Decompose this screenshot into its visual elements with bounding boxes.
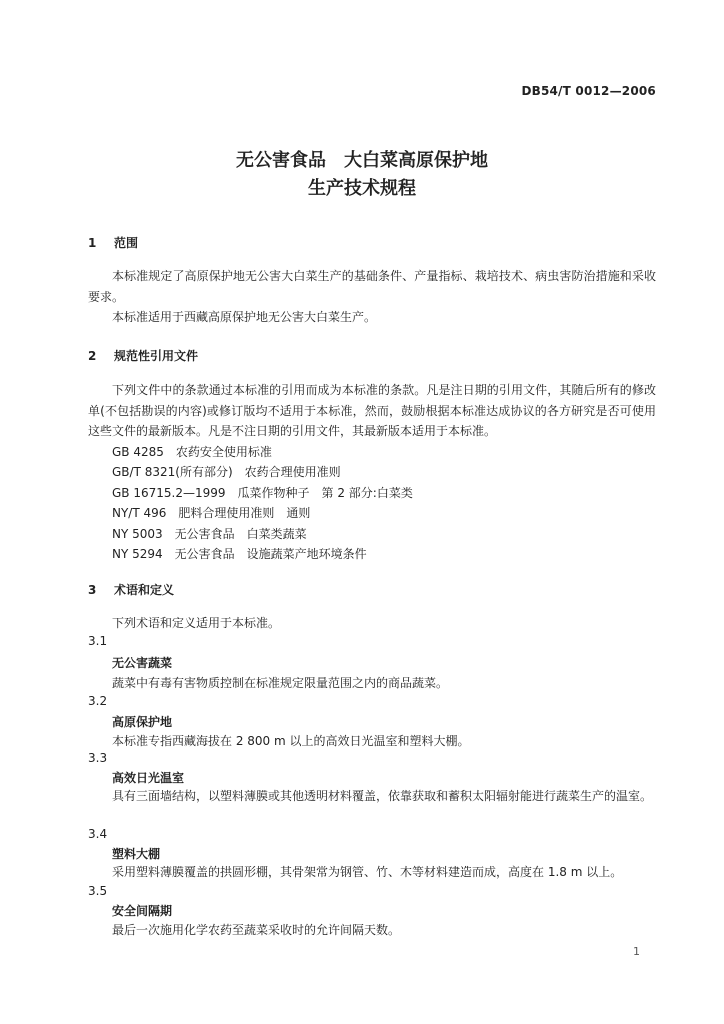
reference-item: NY 5003 无公害食品 白菜类蔬菜 bbox=[112, 527, 307, 541]
term-name: 无公害蔬菜 bbox=[112, 656, 173, 670]
term-definition: 采用塑料薄膜覆盖的拱圆形棚，其骨架常为钢管、竹、木等材料建造而成，高度在 1.8 m 以上。 bbox=[112, 865, 623, 879]
term-definition: 最后一次施用化学农药至蔬菜采收时的允许间隔天数。 bbox=[112, 923, 401, 937]
reference-item: GB 16715.2—1999 瓜菜作物种子 第 2 部分:白菜类 bbox=[112, 486, 413, 500]
paragraph: 下列术语和定义适用于本标准。 bbox=[112, 616, 281, 630]
section-title: 术语和定义 bbox=[114, 583, 175, 597]
term-name: 高效日光温室 bbox=[112, 771, 185, 785]
section-title: 范围 bbox=[114, 236, 139, 250]
term-name: 高原保护地 bbox=[112, 715, 173, 729]
section-title: 规范性引用文件 bbox=[114, 349, 199, 363]
reference-item: GB/T 8321(所有部分) 农药合理使用准则 bbox=[112, 465, 341, 479]
term-number: 3.5 bbox=[88, 884, 108, 898]
reference-item: GB 4285 农药安全使用标准 bbox=[112, 445, 272, 459]
document-subtitle: 生产技术规程 bbox=[308, 178, 416, 199]
paragraph: 本标准适用于西藏高原保护地无公害大白菜生产。 bbox=[112, 310, 377, 324]
reference-item: NY/T 496 肥料合理使用准则 通则 bbox=[112, 506, 311, 520]
term-number: 3.1 bbox=[88, 634, 108, 648]
term-definition: 蔬菜中有毒有害物质控制在标准规定限量范围之内的商品蔬菜。 bbox=[112, 676, 449, 690]
term-number: 3.3 bbox=[88, 751, 108, 765]
term-name: 塑料大棚 bbox=[112, 847, 161, 861]
section-heading-terms-definitions bbox=[88, 581, 174, 598]
section-number: 2 bbox=[88, 349, 97, 363]
term-number: 3.2 bbox=[88, 694, 108, 708]
reference-item: NY 5294 无公害食品 设施蔬菜产地环境条件 bbox=[112, 547, 367, 561]
standard-code: DB54/T 0012—2006 bbox=[521, 84, 656, 98]
section-number: 3 bbox=[88, 583, 97, 597]
document-title: 无公害食品 大白菜高原保护地 bbox=[236, 150, 488, 171]
paragraph: 本标准规定了高原保护地无公害大白菜生产的基础条件、产量指标、栽培技术、病虫害防治措施和采收要求。 bbox=[88, 269, 656, 304]
section-heading-scope bbox=[88, 234, 138, 251]
section-number: 1 bbox=[88, 236, 97, 250]
page-number: 1 bbox=[633, 945, 640, 958]
section-heading-normative-references bbox=[88, 347, 198, 364]
paragraph: 下列文件中的条款通过本标准的引用而成为本标准的条款。凡是注日期的引用文件，其随后所有的修改单(不包括勘误的内容)或修订版均不适用于本标准，然而，鼓励根据本标准达成协议的各方研究是否可使用这些文件的最新版本。凡是不注日期的引用文件，其最新版本适用于本标准。 bbox=[88, 383, 656, 438]
term-name: 安全间隔期 bbox=[112, 904, 173, 918]
term-definition: 本标准专指西藏海拔在 2 800 m 以上的高效日光温室和塑料大棚。 bbox=[112, 734, 470, 748]
term-definition: 具有三面墙结构，以塑料薄膜或其他透明材料覆盖，依靠获取和蓄积太阳辐射能进行蔬菜生产的温室。 bbox=[112, 789, 653, 803]
term-number: 3.4 bbox=[88, 827, 108, 841]
